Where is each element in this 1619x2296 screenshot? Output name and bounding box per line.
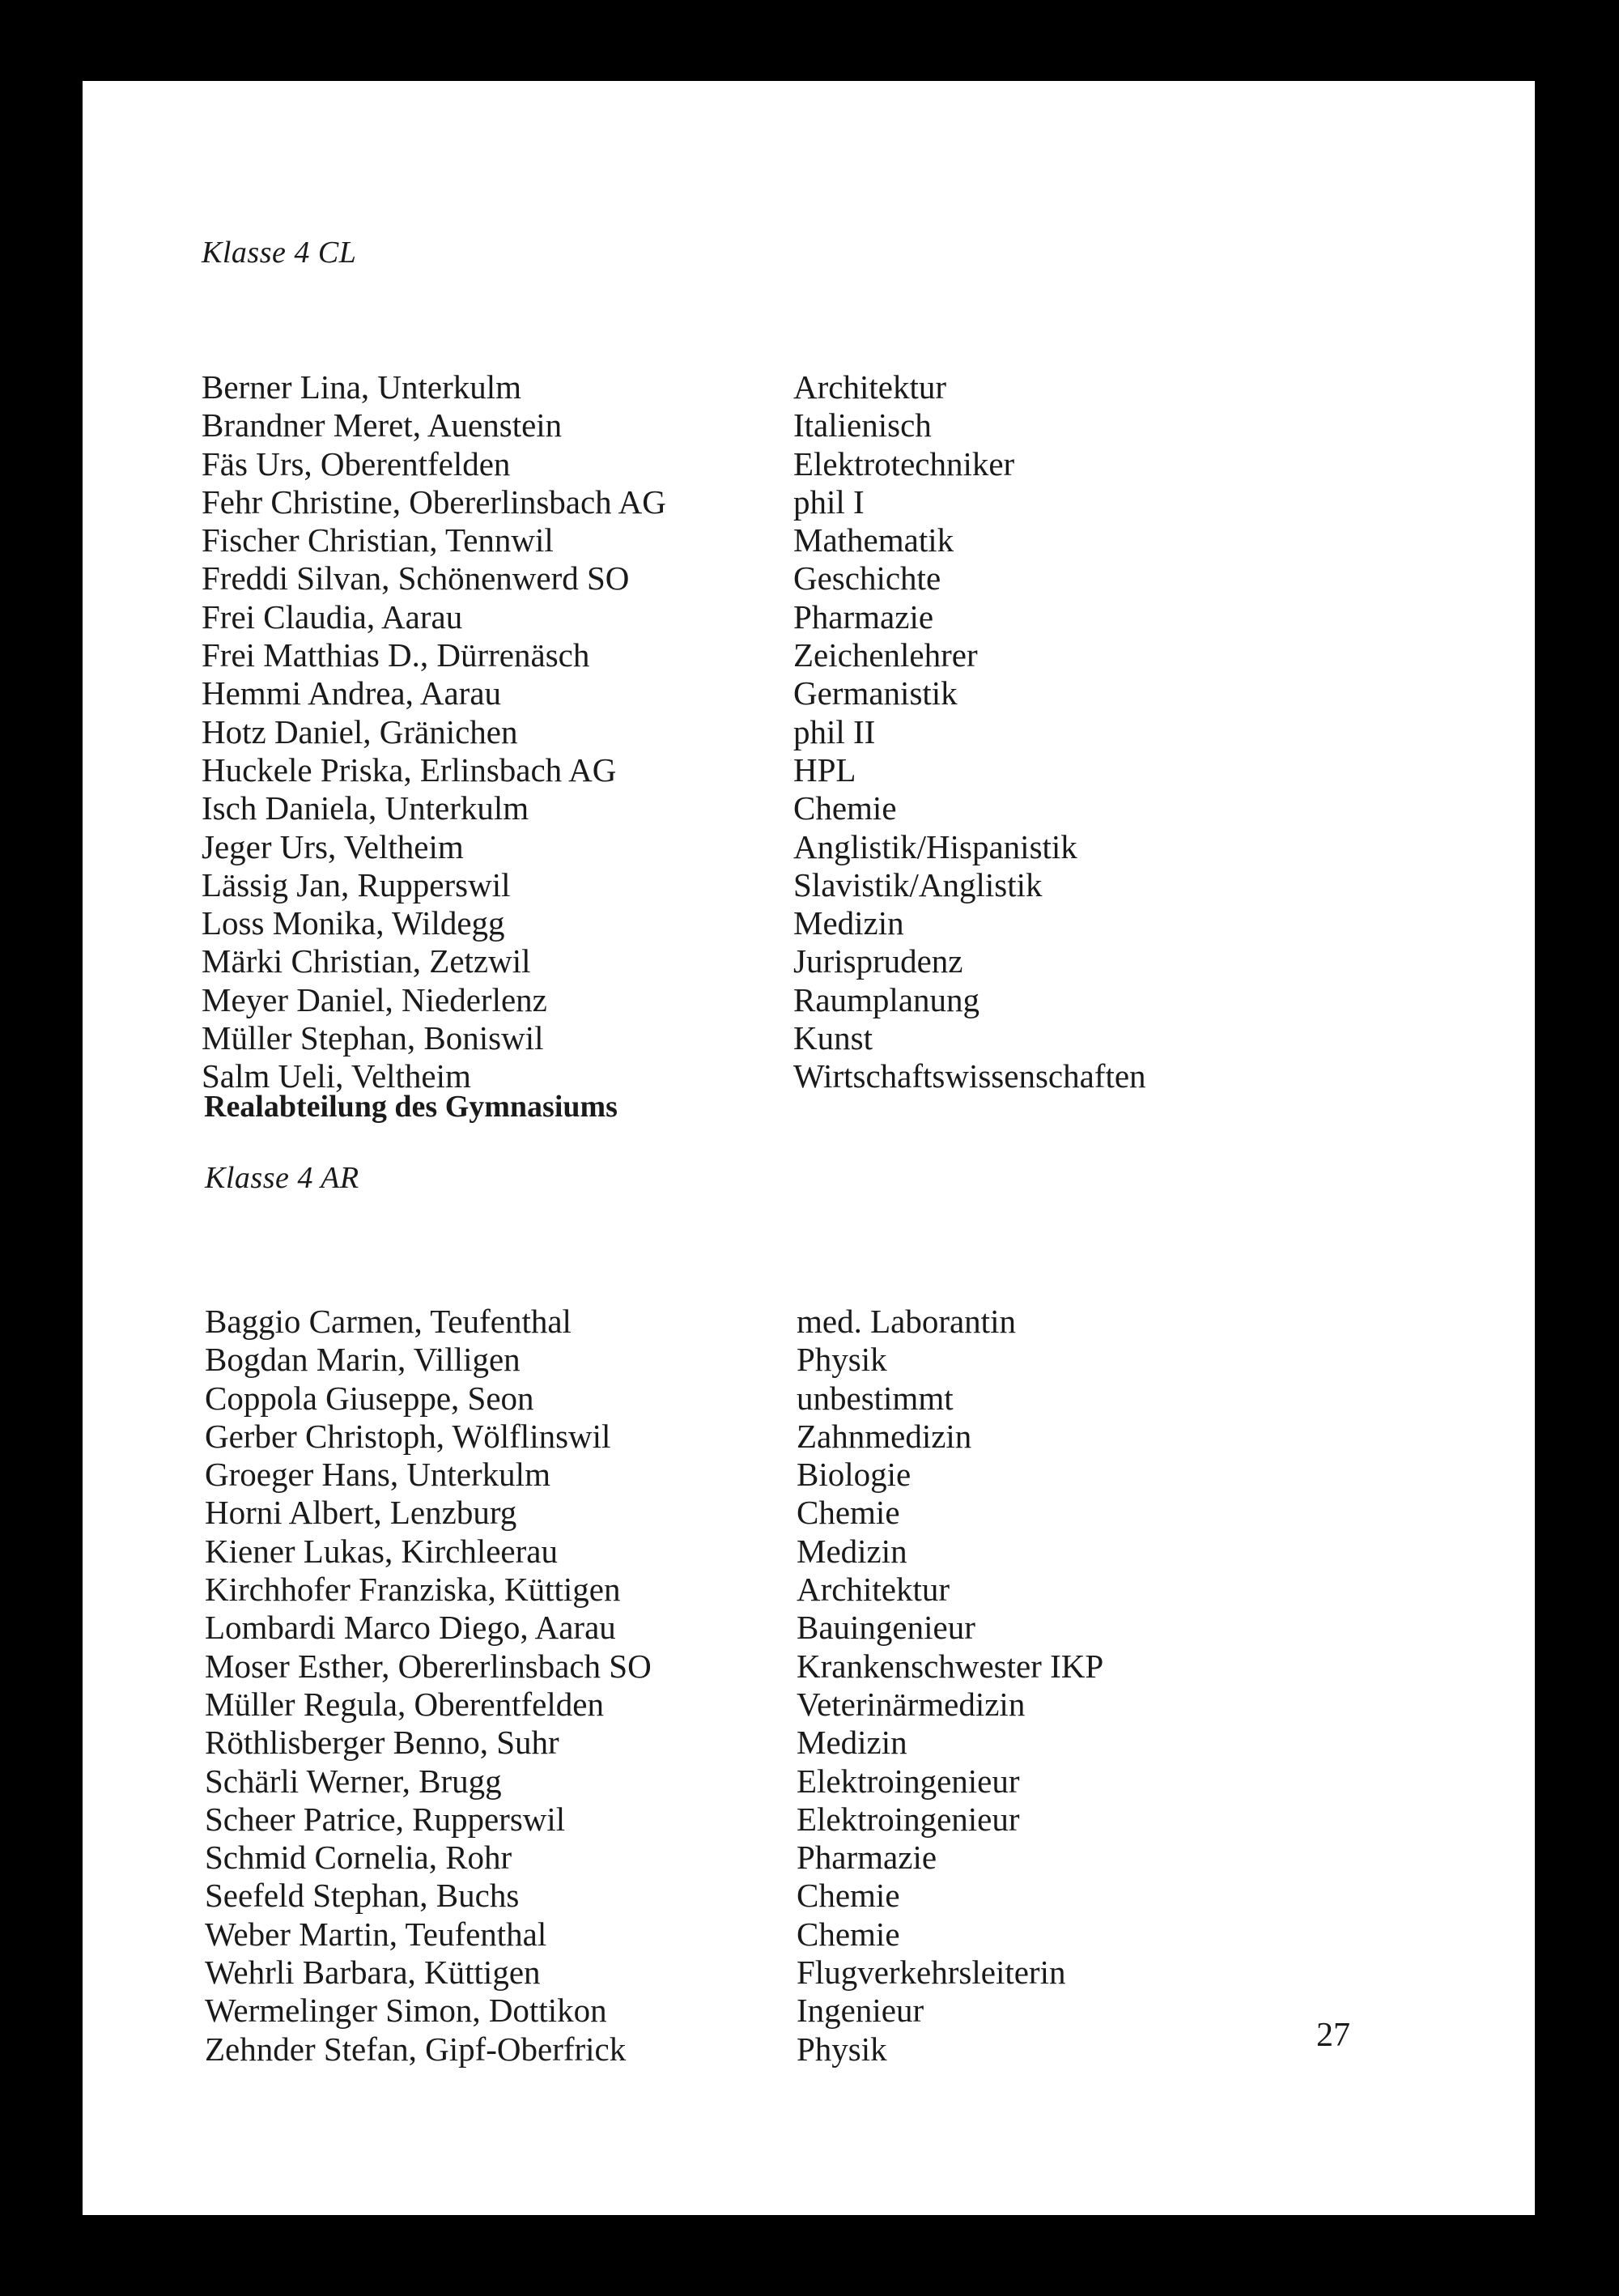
student-subject: Krankenschwester IKP [797, 1647, 1104, 1685]
student-row [205, 1877, 1257, 1915]
student-name: Coppola Giuseppe, Seon [205, 1379, 534, 1417]
student-row [202, 521, 1254, 559]
student-row [202, 751, 1254, 789]
student-name: Hemmi Andrea, Aarau [202, 674, 502, 712]
student-name: Wehrli Barbara, Küttigen [205, 1954, 541, 1992]
student-name: Bogdan Marin, Villigen [205, 1341, 521, 1379]
student-name: Kiener Lukas, Kirchleerau [205, 1532, 558, 1570]
student-subject: unbestimmt [797, 1379, 954, 1417]
student-subject: Bauingenieur [797, 1609, 975, 1647]
student-subject: Veterinärmedizin [797, 1685, 1026, 1723]
student-row [202, 981, 1254, 1019]
student-name: Frei Matthias D., Dürrenäsch [202, 636, 590, 674]
student-row [205, 1915, 1257, 1954]
student-subject: Chemie [797, 1877, 900, 1915]
student-name: Müller Stephan, Boniswil [202, 1019, 544, 1057]
student-row [202, 674, 1254, 712]
student-name: Kirchhofer Franziska, Küttigen [205, 1571, 621, 1609]
student-name: Groeger Hans, Unterkulm [205, 1456, 550, 1494]
student-subject: phil II [793, 712, 876, 750]
student-row [202, 1019, 1254, 1057]
student-row [202, 598, 1254, 636]
student-name: Brandner Meret, Auenstein [202, 406, 563, 444]
student-row [205, 1303, 1257, 1341]
student-name: Jeger Urs, Veltheim [202, 827, 464, 865]
student-name: Loss Monika, Wildegg [202, 904, 505, 942]
page-number: 27 [1316, 2017, 1350, 2054]
student-row [205, 1648, 1257, 1686]
student-name: Berner Lina, Unterkulm [202, 368, 522, 406]
student-row [205, 1456, 1257, 1494]
student-row [202, 828, 1254, 866]
student-row [202, 559, 1254, 597]
student-name: Seefeld Stephan, Buchs [205, 1877, 520, 1915]
student-row [205, 1609, 1257, 1647]
class-title-4cl: Klasse 4 CL [202, 236, 357, 270]
student-subject: Elektroingenieur [797, 1800, 1020, 1838]
student-name: Meyer Daniel, Niederlenz [202, 980, 547, 1018]
student-subject: Zahnmedizin [797, 1417, 972, 1455]
student-row [205, 1686, 1257, 1724]
student-row [205, 1418, 1257, 1456]
student-row [202, 866, 1254, 904]
student-name: Frei Claudia, Aarau [202, 597, 463, 636]
student-subject: Jurisprudenz [793, 942, 963, 980]
student-row [202, 942, 1254, 980]
student-subject: Pharmazie [797, 1839, 937, 1877]
student-row [205, 1494, 1257, 1532]
student-name: Märki Christian, Zetzwil [202, 942, 531, 980]
student-row [202, 483, 1254, 521]
student-subject: Medizin [797, 1532, 907, 1570]
student-name: Freddi Silvan, Schönenwerd SO [202, 559, 630, 597]
student-subject: Medizin [793, 904, 904, 942]
student-row [205, 1724, 1257, 1762]
class-title-4ar: Klasse 4 AR [205, 1161, 359, 1195]
student-subject: Ingenieur [797, 1992, 924, 2030]
student-name: Gerber Christoph, Wölflinswil [205, 1417, 611, 1455]
student-row [205, 1533, 1257, 1571]
student-row [202, 445, 1254, 483]
student-subject: Physik [797, 1341, 887, 1379]
student-row [202, 789, 1254, 827]
student-subject: phil I [793, 483, 865, 521]
student-subject: Kunst [793, 1019, 873, 1057]
student-subject: Slavistik/Anglistik [793, 865, 1043, 904]
student-row [205, 1839, 1257, 1877]
student-subject: Mathematik [793, 521, 954, 559]
student-row [205, 1801, 1257, 1839]
student-row [202, 713, 1254, 751]
student-row [202, 406, 1254, 444]
student-subject: Physik [797, 2030, 887, 2068]
student-row [202, 368, 1254, 406]
student-list-4cl [202, 368, 1254, 1096]
student-row [205, 1954, 1257, 1992]
student-row [205, 1571, 1257, 1609]
student-row [205, 1992, 1257, 2030]
student-subject: Architektur [797, 1571, 950, 1609]
student-name: Salm Ueli, Veltheim [202, 1057, 471, 1095]
document-page [83, 81, 1535, 2215]
student-name: Lombardi Marco Diego, Aarau [205, 1609, 616, 1647]
student-name: Schärli Werner, Brugg [205, 1762, 502, 1800]
student-name: Huckele Priska, Erlinsbach AG [202, 750, 617, 789]
student-subject: Germanistik [793, 674, 958, 712]
student-name: Fischer Christian, Tennwil [202, 521, 554, 559]
student-subject: Anglistik/Hispanistik [793, 827, 1077, 865]
student-subject: Chemie [793, 789, 897, 827]
student-subject: HPL [793, 750, 856, 789]
student-name: Fehr Christine, Obererlinsbach AG [202, 483, 666, 521]
student-name: Lässig Jan, Rupperswil [202, 865, 511, 904]
student-row [202, 636, 1254, 674]
student-name: Isch Daniela, Unterkulm [202, 789, 529, 827]
student-subject: Italienisch [793, 406, 932, 444]
student-name: Moser Esther, Obererlinsbach SO [205, 1647, 652, 1685]
student-name: Schmid Cornelia, Rohr [205, 1839, 512, 1877]
student-subject: Geschichte [793, 559, 941, 597]
student-name: Zehnder Stefan, Gipf-Oberfrick [205, 2030, 627, 2068]
student-row [205, 1341, 1257, 1379]
student-name: Fäs Urs, Oberentfelden [202, 444, 511, 483]
department-title: Realabteilung des Gymnasiums [204, 1090, 618, 1124]
student-subject: Architektur [793, 368, 946, 406]
student-subject: Zeichenlehrer [793, 636, 978, 674]
student-subject: Elektrotechniker [793, 444, 1015, 483]
student-name: Horni Albert, Lenzburg [205, 1494, 517, 1532]
student-list-4ar [205, 1303, 1257, 2069]
student-subject: Flugverkehrsleiterin [797, 1954, 1066, 1992]
student-subject: Raumplanung [793, 980, 980, 1018]
student-subject: Wirtschaftswissenschaften [793, 1057, 1146, 1095]
student-subject: Chemie [797, 1494, 900, 1532]
student-name: Scheer Patrice, Rupperswil [205, 1800, 566, 1838]
student-name: Röthlisberger Benno, Suhr [205, 1724, 559, 1762]
student-subject: Chemie [797, 1915, 900, 1953]
student-row [205, 1380, 1257, 1418]
student-row [202, 904, 1254, 942]
student-subject: Pharmazie [793, 597, 934, 636]
student-name: Müller Regula, Oberentfelden [205, 1685, 604, 1723]
student-name: Weber Martin, Teufenthal [205, 1915, 547, 1953]
student-row [205, 2030, 1257, 2069]
student-name: Hotz Daniel, Gränichen [202, 712, 518, 750]
student-subject: Biologie [797, 1456, 911, 1494]
student-name: Wermelinger Simon, Dottikon [205, 1992, 607, 2030]
student-subject: Elektroingenieur [797, 1762, 1020, 1800]
student-subject: Medizin [797, 1724, 907, 1762]
student-name: Baggio Carmen, Teufenthal [205, 1303, 572, 1340]
student-subject: med. Laborantin [797, 1303, 1016, 1340]
student-row [205, 1762, 1257, 1801]
